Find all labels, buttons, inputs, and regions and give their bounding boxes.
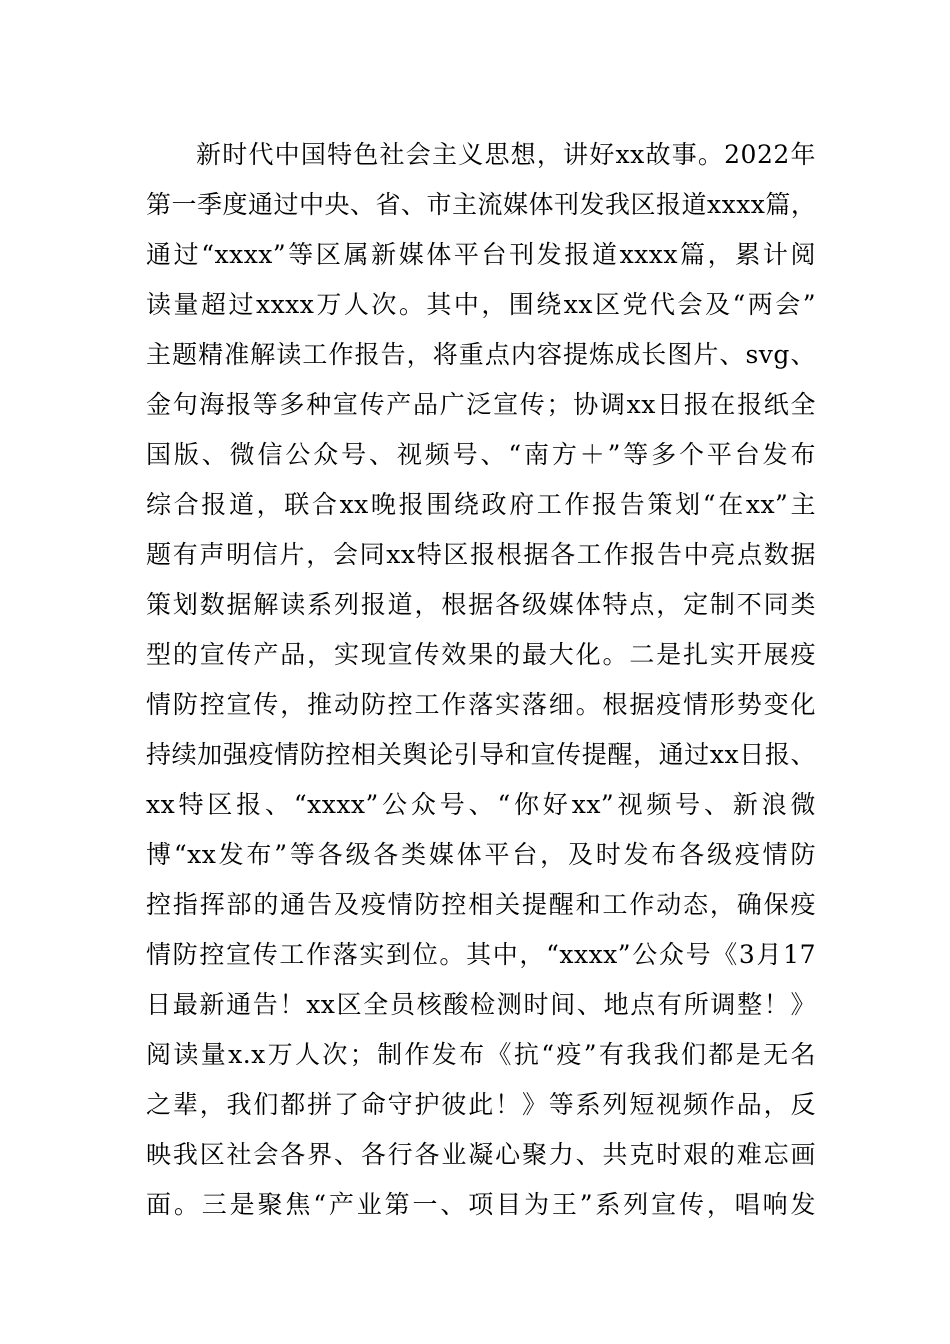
text-line: 博“xx发布”等各级各类媒体平台，及时发布各级疫情防 [146, 840, 816, 869]
text-line: 第一季度通过中央、省、市主流媒体刊发我区报道xxxx篇， [146, 190, 817, 219]
text-line: 之辈，我们都拼了命守护彼此！》等系列短视频作品，反 [146, 1090, 816, 1119]
body-paragraph [146, 130, 816, 1230]
text-line: 策划数据解读系列报道，根据各级媒体特点，定制不同类 [146, 590, 816, 619]
text-line: 面。三是聚焦“产业第一、项目为王”系列宣传，唱响发 [146, 1190, 816, 1219]
text-line: 映我区社会各界、各行各业凝心聚力、共克时艰的难忘画 [146, 1140, 816, 1169]
text-line: 型的宣传产品，实现宣传效果的最大化。二是扎实开展疫 [146, 640, 816, 669]
text-line: 主题精准解读工作报告，将重点内容提炼成长图片、svg、 [146, 340, 816, 369]
text-line: 国版、微信公众号、视频号、“南方＋”等多个平台发布 [146, 440, 816, 469]
text-line: 金句海报等多种宣传产品广泛宣传；协调xx日报在报纸全 [146, 390, 816, 419]
text-line: 控指挥部的通告及疫情防控相关提醒和工作动态，确保疫 [146, 890, 816, 919]
text-line: 综合报道，联合xx晚报围绕政府工作报告策划“在xx”主 [146, 490, 816, 519]
text-line: 新时代中国特色社会主义思想，讲好xx故事。2022年 [196, 140, 816, 169]
text-line: 情防控宣传，推动防控工作落实落细。根据疫情形势变化 [146, 690, 816, 719]
text-line: 通过“xxxx”等区属新媒体平台刊发报道xxxx篇，累计阅 [146, 240, 816, 269]
text-line: 持续加强疫情防控相关舆论引导和宣传提醒，通过xx日报、 [146, 740, 816, 769]
text-line: 日最新通告！xx区全员核酸检测时间、地点有所调整！》 [146, 990, 816, 1019]
text-line: 题有声明信片，会同xx特区报根据各工作报告中亮点数据 [146, 540, 816, 569]
text-line: 阅读量x.x万人次；制作发布《抗“疫”有我我们都是无名 [146, 1040, 816, 1069]
text-line: 读量超过xxxx万人次。其中，围绕xx区党代会及“两会” [146, 290, 816, 319]
text-line: 情防控宣传工作落实到位。其中，“xxxx”公众号《3月17 [146, 940, 816, 969]
text-line: xx特区报、“xxxx”公众号、“你好xx”视频号、新浪微 [146, 790, 816, 819]
